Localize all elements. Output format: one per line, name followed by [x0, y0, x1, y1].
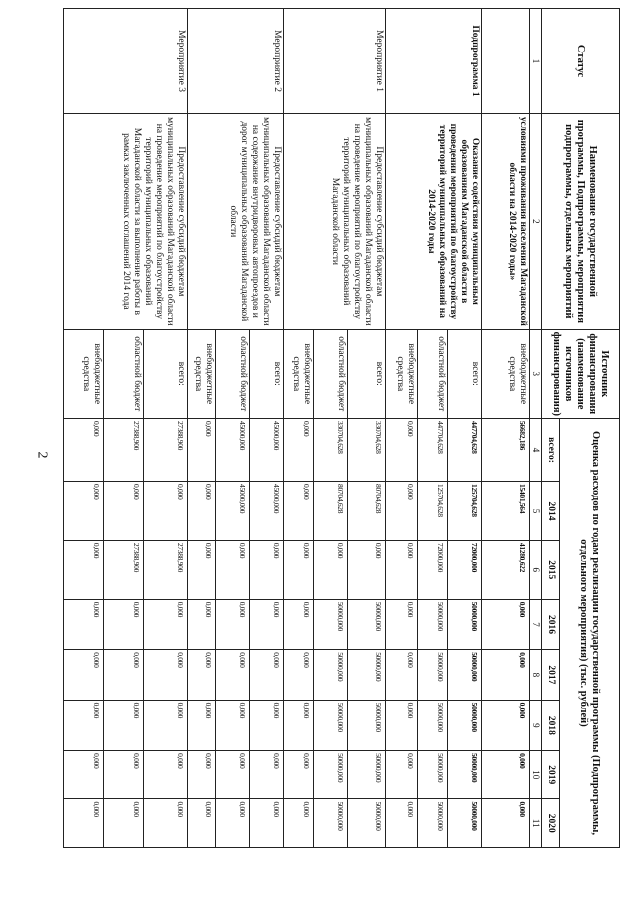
- value-year: 50000,000: [448, 751, 482, 799]
- value-total: 330704,628: [348, 418, 386, 481]
- column-number: 5: [530, 482, 542, 541]
- column-number: 8: [530, 650, 542, 700]
- value-year: 0,000: [386, 751, 418, 799]
- value-year: 50000,000: [348, 799, 386, 848]
- value-year: 50000,000: [448, 599, 482, 649]
- value-year: 0,000: [216, 799, 250, 848]
- header-year: 2019: [542, 751, 560, 799]
- value-year: 0,000: [482, 799, 530, 848]
- value-year: 0,000: [250, 799, 284, 848]
- value-year: 0,000: [188, 751, 216, 799]
- value-year: 0,000: [386, 700, 418, 750]
- column-number: 6: [530, 540, 542, 599]
- value-year: 50000,000: [348, 700, 386, 750]
- value-year: 0,000: [250, 700, 284, 750]
- value-year: 125704,628: [448, 482, 482, 541]
- value-year: 0,000: [104, 650, 144, 700]
- column-number: 3: [530, 329, 542, 418]
- table-body: [64, 9, 530, 848]
- row-status: Мероприятие 3: [64, 9, 188, 114]
- column-number: 11: [530, 799, 542, 848]
- value-year: 0,000: [188, 700, 216, 750]
- table-row: [448, 9, 482, 848]
- value-total: 447704,628: [418, 418, 448, 481]
- funding-source: всего:: [448, 329, 482, 418]
- value-year: 0,000: [144, 700, 188, 750]
- header-year: 2015: [542, 540, 560, 599]
- value-year: 45000,000: [216, 482, 250, 541]
- value-year: 50000,000: [418, 799, 448, 848]
- table-row: [348, 9, 386, 848]
- value-year: 0,000: [188, 599, 216, 649]
- value-year: 0,000: [284, 599, 314, 649]
- value-year: 0,000: [64, 650, 104, 700]
- funding-source: всего:: [348, 329, 386, 418]
- value-year: 0,000: [144, 599, 188, 649]
- row-name: Предоставление субсидий бюджетам муниципальных образований Магаданской области на проведение мероприятий по благоустройству территорий муниципальных образований Магаданской области за выполнение работы в рамках заключенных соглашений 2014 года: [64, 114, 188, 330]
- funding-source: внебюджетные средства: [482, 329, 530, 418]
- value-year: 80704,628: [348, 482, 386, 541]
- funding-source: областной бюджет: [314, 329, 348, 418]
- row-status: Мероприятие 1: [284, 9, 386, 114]
- budget-table: [63, 8, 620, 848]
- value-year: 0,000: [482, 700, 530, 750]
- value-year: 0,000: [386, 482, 418, 541]
- funding-source: внебюджетные средства: [284, 329, 314, 418]
- value-total: 45000,000: [216, 418, 250, 481]
- value-year: 15401,564: [482, 482, 530, 541]
- value-year: 0,000: [314, 540, 348, 599]
- value-year: 0,000: [216, 700, 250, 750]
- value-year: 0,000: [348, 540, 386, 599]
- value-year: 0,000: [188, 540, 216, 599]
- row-status: [482, 9, 530, 114]
- row-name: условиями проживания населения Магаданской области на 2014-2020 годы»: [482, 114, 530, 330]
- value-year: 0,000: [64, 700, 104, 750]
- value-total: 0,000: [284, 418, 314, 481]
- value-year: 0,000: [482, 751, 530, 799]
- value-total: 45000,000: [250, 418, 284, 481]
- column-number: 9: [530, 700, 542, 750]
- funding-source: внебюджетные средства: [64, 329, 104, 418]
- value-total: 0,000: [64, 418, 104, 481]
- funding-source: всего:: [250, 329, 284, 418]
- value-year: 50000,000: [418, 599, 448, 649]
- value-year: 27388,900: [144, 540, 188, 599]
- value-year: 0,000: [250, 751, 284, 799]
- value-total: 27388,900: [104, 418, 144, 481]
- table-row: [144, 9, 188, 848]
- value-year: 72000,000: [448, 540, 482, 599]
- value-year: 0,000: [144, 650, 188, 700]
- value-year: 50000,000: [314, 751, 348, 799]
- value-year: 0,000: [250, 540, 284, 599]
- value-year: 50000,000: [314, 799, 348, 848]
- value-year: 50000,000: [418, 700, 448, 750]
- value-total: 27388,900: [144, 418, 188, 481]
- value-year: 50000,000: [314, 700, 348, 750]
- header-name: Наименование государственной программы, Подпрограммы, мероприятия подпрограммы, отдельных мероприятий: [542, 114, 620, 330]
- value-year: 50000,000: [348, 751, 386, 799]
- rotated-page: [80, 0, 640, 905]
- value-year: 0,000: [250, 599, 284, 649]
- value-year: 50000,000: [418, 650, 448, 700]
- column-number: 2: [530, 114, 542, 330]
- funding-source: всего:: [144, 329, 188, 418]
- column-number: 10: [530, 751, 542, 799]
- page-number: 2: [34, 451, 50, 459]
- value-year: 0,000: [216, 599, 250, 649]
- value-year: 0,000: [64, 751, 104, 799]
- value-total: 330704,628: [314, 418, 348, 481]
- value-year: 0,000: [144, 799, 188, 848]
- value-year: 0,000: [64, 540, 104, 599]
- table-row: [482, 9, 530, 848]
- value-year: 50000,000: [348, 599, 386, 649]
- value-year: 41280,622: [482, 540, 530, 599]
- value-year: 0,000: [188, 650, 216, 700]
- value-year: 0,000: [144, 751, 188, 799]
- value-year: 50000,000: [348, 650, 386, 700]
- row-name: Предоставление субсидий бюджетам муниципальных образований Магаданской области на проведение мероприятий по благоустройству территорий муниципальных образований Магаданской области: [284, 114, 386, 330]
- funding-source: областной бюджет: [418, 329, 448, 418]
- value-year: 0,000: [284, 482, 314, 541]
- funding-source: внебюджетные средства: [386, 329, 418, 418]
- header-year: 2018: [542, 700, 560, 750]
- value-year: 0,000: [216, 751, 250, 799]
- column-number: 7: [530, 599, 542, 649]
- value-year: 0,000: [284, 700, 314, 750]
- value-year: 27388,900: [104, 540, 144, 599]
- header-total: всего:: [542, 418, 560, 481]
- value-year: 0,000: [284, 540, 314, 599]
- value-year: 50000,000: [448, 700, 482, 750]
- value-total: 56682,186: [482, 418, 530, 481]
- row-name: Оказание содействия муниципальным образованиям Магаданской области в проведении мероприятий по благоустройству территорий муниципальных образований на 2014-2020 годы: [386, 114, 482, 330]
- value-year: 50000,000: [314, 599, 348, 649]
- header-year: 2016: [542, 599, 560, 649]
- value-year: 125704,628: [418, 482, 448, 541]
- value-year: 0,000: [284, 799, 314, 848]
- value-year: 50000,000: [314, 650, 348, 700]
- row-status: Подпрограмма 1: [386, 9, 482, 114]
- table-row: [250, 9, 284, 848]
- header-source: Источник финансирования (наименование источников финансирования): [542, 329, 620, 418]
- funding-source: внебюджетные средства: [188, 329, 216, 418]
- header-status: Статус: [542, 9, 620, 114]
- column-number: 1: [530, 9, 542, 114]
- value-year: 0,000: [188, 799, 216, 848]
- value-year: 0,000: [386, 650, 418, 700]
- value-year: 0,000: [104, 799, 144, 848]
- row-name: Предоставление субсидий бюджетам муниципальных образований Магаданской области на содержание внутридворовых автопроездов и дорог муниципальных образований Магаданской области: [188, 114, 284, 330]
- value-year: 80704,628: [314, 482, 348, 541]
- value-year: 0,000: [386, 599, 418, 649]
- value-year: 0,000: [482, 650, 530, 700]
- header-year: 2014: [542, 482, 560, 541]
- value-year: 0,000: [64, 599, 104, 649]
- value-year: 0,000: [482, 599, 530, 649]
- value-year: 0,000: [284, 751, 314, 799]
- header-estimate: Оценка расходов по годам реализации государственной программы (Подпрограммы, отдельного мероприятия) (тыс. рублей): [560, 418, 620, 847]
- funding-source: областной бюджет: [104, 329, 144, 418]
- value-year: 0,000: [386, 540, 418, 599]
- value-year: 0,000: [250, 650, 284, 700]
- value-year: 0,000: [216, 650, 250, 700]
- header-year: 2020: [542, 799, 560, 848]
- value-year: 0,000: [216, 540, 250, 599]
- value-year: 45000,000: [250, 482, 284, 541]
- value-year: 50000,000: [448, 799, 482, 848]
- column-number: 4: [530, 418, 542, 481]
- value-year: 50000,000: [448, 650, 482, 700]
- value-year: 0,000: [104, 482, 144, 541]
- value-year: 0,000: [64, 482, 104, 541]
- row-status: Мероприятие 2: [188, 9, 284, 114]
- value-total: 0,000: [386, 418, 418, 481]
- value-year: 72000,000: [418, 540, 448, 599]
- value-year: 0,000: [188, 482, 216, 541]
- value-year: 0,000: [64, 799, 104, 848]
- rotated-table-container: [81, 8, 620, 848]
- value-year: 50000,000: [418, 751, 448, 799]
- value-year: 0,000: [144, 482, 188, 541]
- value-year: 0,000: [284, 650, 314, 700]
- value-year: 0,000: [104, 751, 144, 799]
- funding-source: областной бюджет: [216, 329, 250, 418]
- value-total: 447704,628: [448, 418, 482, 481]
- header-year: 2017: [542, 650, 560, 700]
- value-year: 0,000: [104, 700, 144, 750]
- value-total: 0,000: [188, 418, 216, 481]
- value-year: 0,000: [104, 599, 144, 649]
- value-year: 0,000: [386, 799, 418, 848]
